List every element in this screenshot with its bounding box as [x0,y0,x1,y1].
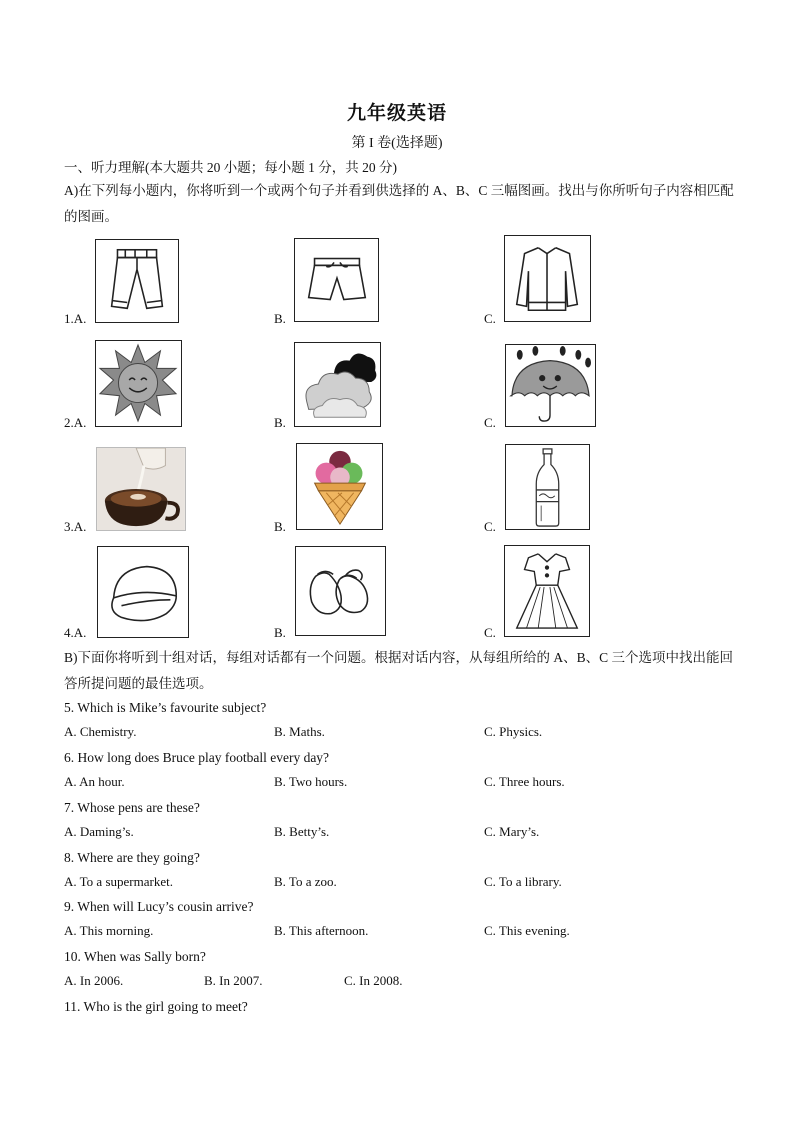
cap-icon[interactable] [97,546,189,638]
row3-label-a: 3.A. [64,519,87,534]
row1-label-a: 1.A. [64,311,87,326]
coffee-cup-icon[interactable] [96,447,186,531]
row3-label-b: B. [274,519,286,534]
row1-label-c: C. [484,311,496,326]
q10-option-b[interactable]: B. In 2007. [204,973,263,988]
question-10: 10. When was Sally born? [64,949,206,964]
cola-bottle-icon[interactable] [505,444,590,530]
row2-label-b: B. [274,415,286,430]
q6-option-a[interactable]: A. An hour. [64,774,125,789]
row1-label-b: B. [274,311,286,326]
row2-label-a: 2.A. [64,415,87,430]
part-a-instruction: A)在下列每小题内，你将听到一个或两个句子并看到供选择的 A、B、C 三幅图画。找出与你所听句子内容相匹配的图画。 [64,183,734,224]
q10-option-c[interactable]: C. In 2008. [344,973,403,988]
q7-option-c[interactable]: C. Mary’s. [484,824,540,839]
q5-option-a[interactable]: A. Chemistry. [64,724,137,739]
dress-icon[interactable] [504,545,590,637]
section-heading: 一、听力理解(本大题共 20 小题；每小题 1 分，共 20 分) [64,160,397,175]
q7-option-b[interactable]: B. Betty’s. [274,824,330,839]
question-9: 9. When will Lucy’s cousin arrive? [64,899,254,914]
shorts-icon[interactable] [294,238,379,322]
row4-label-b: B. [274,625,286,640]
q9-option-c[interactable]: C. This evening. [484,923,570,938]
page-title: 九年级英语 [346,103,447,124]
q8-option-c[interactable]: C. To a library. [484,874,562,889]
rain-umbrella-icon[interactable] [505,344,596,427]
row3-label-c: C. [484,519,496,534]
question-8: 8. Where are they going? [64,850,200,865]
question-11: 11. Who is the girl going to meet? [64,999,248,1014]
row2-label-c: C. [484,415,496,430]
q9-option-b[interactable]: B. This afternoon. [274,923,369,938]
question-5: 5. Which is Mike’s favourite subject? [64,700,267,715]
q6-option-b[interactable]: B. Two hours. [274,774,348,789]
ice-cream-icon[interactable] [296,443,383,530]
row4-label-c: C. [484,625,496,640]
q7-option-a[interactable]: A. Daming’s. [64,824,134,839]
jacket-icon[interactable] [504,235,591,322]
trousers-icon[interactable] [95,239,179,323]
part-b-instruction: B)下面你将听到十组对话，每组对话都有一个问题。根据对话内容，从每组所给的 A、B、C 三个选项中找出能回答所提问题的最佳选项。 [64,650,734,691]
sun-icon[interactable] [95,340,182,427]
q10-option-a[interactable]: A. In 2006. [64,973,124,988]
gloves-icon[interactable] [295,546,386,636]
q5-option-b[interactable]: B. Maths. [274,724,325,739]
q8-option-b[interactable]: B. To a zoo. [274,874,337,889]
cloudy-icon[interactable] [294,342,381,427]
q8-option-a[interactable]: A. To a supermarket. [64,874,173,889]
q5-option-c[interactable]: C. Physics. [484,724,543,739]
question-6: 6. How long does Bruce play football every day? [64,750,330,765]
q6-option-c[interactable]: C. Three hours. [484,774,565,789]
q9-option-a[interactable]: A. This morning. [64,923,154,938]
page-subtitle: 第 I 卷(选择题) [351,136,443,151]
row4-label-a: 4.A. [64,625,87,640]
question-7: 7. Whose pens are these? [64,800,200,815]
